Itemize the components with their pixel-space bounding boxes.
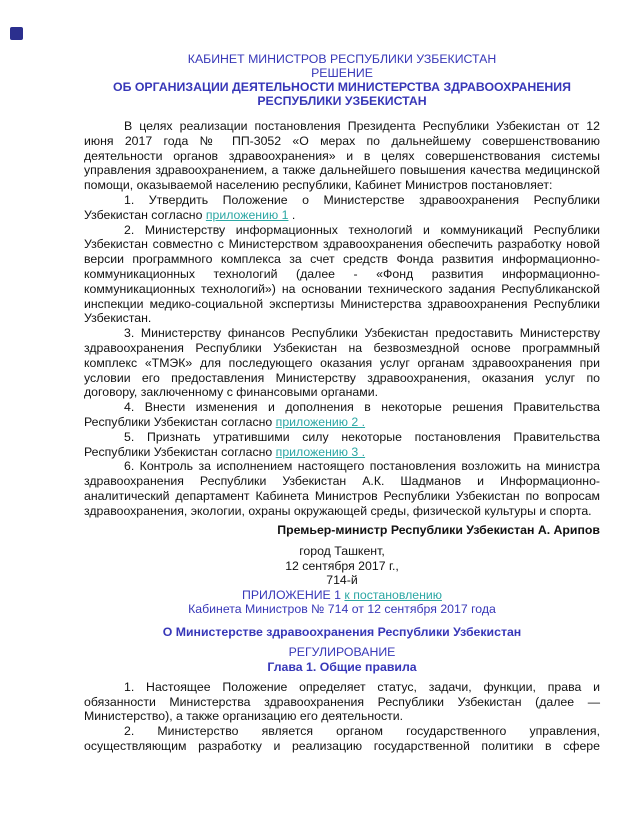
appendix-title: О Министерстве здравоохранения Республики Узбекистан [162,625,522,640]
doc-type: РЕШЕНИЕ [311,66,373,80]
document-icon [10,27,23,40]
paragraph: 6. Контроль за исполнением настоящего постановления возложить на министра здравоохранения Республики Узбекистан А.К. Шадманов и Информационно-аналитический департамент Кабинета Министров Республики Узбекистан по вопросам здравоохранения, экологии, охраны окружающей среды, физической культуры и спорта. [84,459,600,518]
link-prilozhenie-1[interactable]: приложению 1 [205,207,289,222]
paragraph: 4. Внести изменения и дополнения в некоторые решения Правительства Республики Узбекистан согласно приложению 2 . [84,400,600,429]
date-line: 12 сентября 2017 г., [285,558,399,573]
doc-title: ОБ ОРГАНИЗАЦИИ ДЕЯТЕЛЬНОСТИ МИНИСТЕРСТВА ЗДРАВООХРАНЕНИЯ РЕСПУБЛИКИ УЗБЕКИСТАН [113,80,571,108]
signature-line: Премьер-министр Республики Узбекистан А. Арипов [277,522,600,537]
paragraph: 1. Настоящее Положение определяет статус, задачи, функции, права и обязанности Министерства здравоохранения Республики Узбекистан (далее — Министерство), а также организацию его деятельности. [84,679,600,724]
chapter-body [84,680,600,754]
document-header [84,52,600,108]
chapter-heading: Глава 1. Общие правила [267,659,417,674]
resolution-body [84,119,600,519]
paragraph: 5. Признать утратившими силу некоторые постановления Правительства Республики Узбекистан согласно приложению 3 . [84,429,600,459]
appendix-subtitle: Кабинета Министров № 714 от 12 сентября 2017 года [188,601,496,616]
appendix-label-line [84,588,600,602]
link-prilozhenie-2[interactable]: приложению 2 . [275,414,366,429]
appendix-label: ПРИЛОЖЕНИЕ 1 [242,587,341,602]
org-name: КАБИНЕТ МИНИСТРОВ РЕСПУБЛИКИ УЗБЕКИСТАН [187,52,497,66]
link-k-postanovleniyu[interactable]: к постановлению [344,587,442,602]
link-prilozhenie-3[interactable]: приложению 3 . [275,444,366,459]
number-line: 714-й [326,573,358,588]
place-line: город Ташкент, [299,544,385,559]
place-date-block [84,544,600,587]
section-heading: РЕГУЛИРОВАНИЕ [288,645,396,660]
paragraph: 2. Министерство является органом государственного управления, осуществляющим разработку и реализацию государственной политики в сфере [84,724,600,753]
paragraph: В целях реализации постановления Президента Республики Узбекистан от 12 июня 2017 года № ПП-3052 «О мерах по дальнейшему совершенствованию деятельности органов здравоохранения» и в целях совершенствования системы управления здравоохранением, а также дальнейшего повышения качества медицинской помощи, оказываемой населению республики, Кабинет Министров постановляет: [84,119,600,193]
paragraph: 3. Министерству финансов Республики Узбекистан предоставить Министерству здравоохранения Республики Узбекистан на безвозмездной основе программный комплекс «ТМЭК» для последующего оказания услуг органам здравоохранения при условии его предоставления Министерству здравоохранения, оказания услуг по договору, заключенному с финансовыми органами. [84,326,600,400]
paragraph: 1. Утвердить Положение о Министерстве здравоохранения Республики Узбекистан согласно приложению 1 . [84,192,600,222]
paragraph: 2. Министерству информационных технологий и коммуникаций Республики Узбекистан совместно с Министерством здравоохранения обеспечить разработку новой версии программного комплекса за счет средств Фонда развития информационно-коммуникационных технологий (далее - «Фонд развития информационно-коммуникационных технологий») на основании технического задания Республиканской инспекции медико-социальной экспертизы Министерства здравоохранения Республики Узбекистан. [84,222,600,326]
appendix-header [84,588,600,617]
